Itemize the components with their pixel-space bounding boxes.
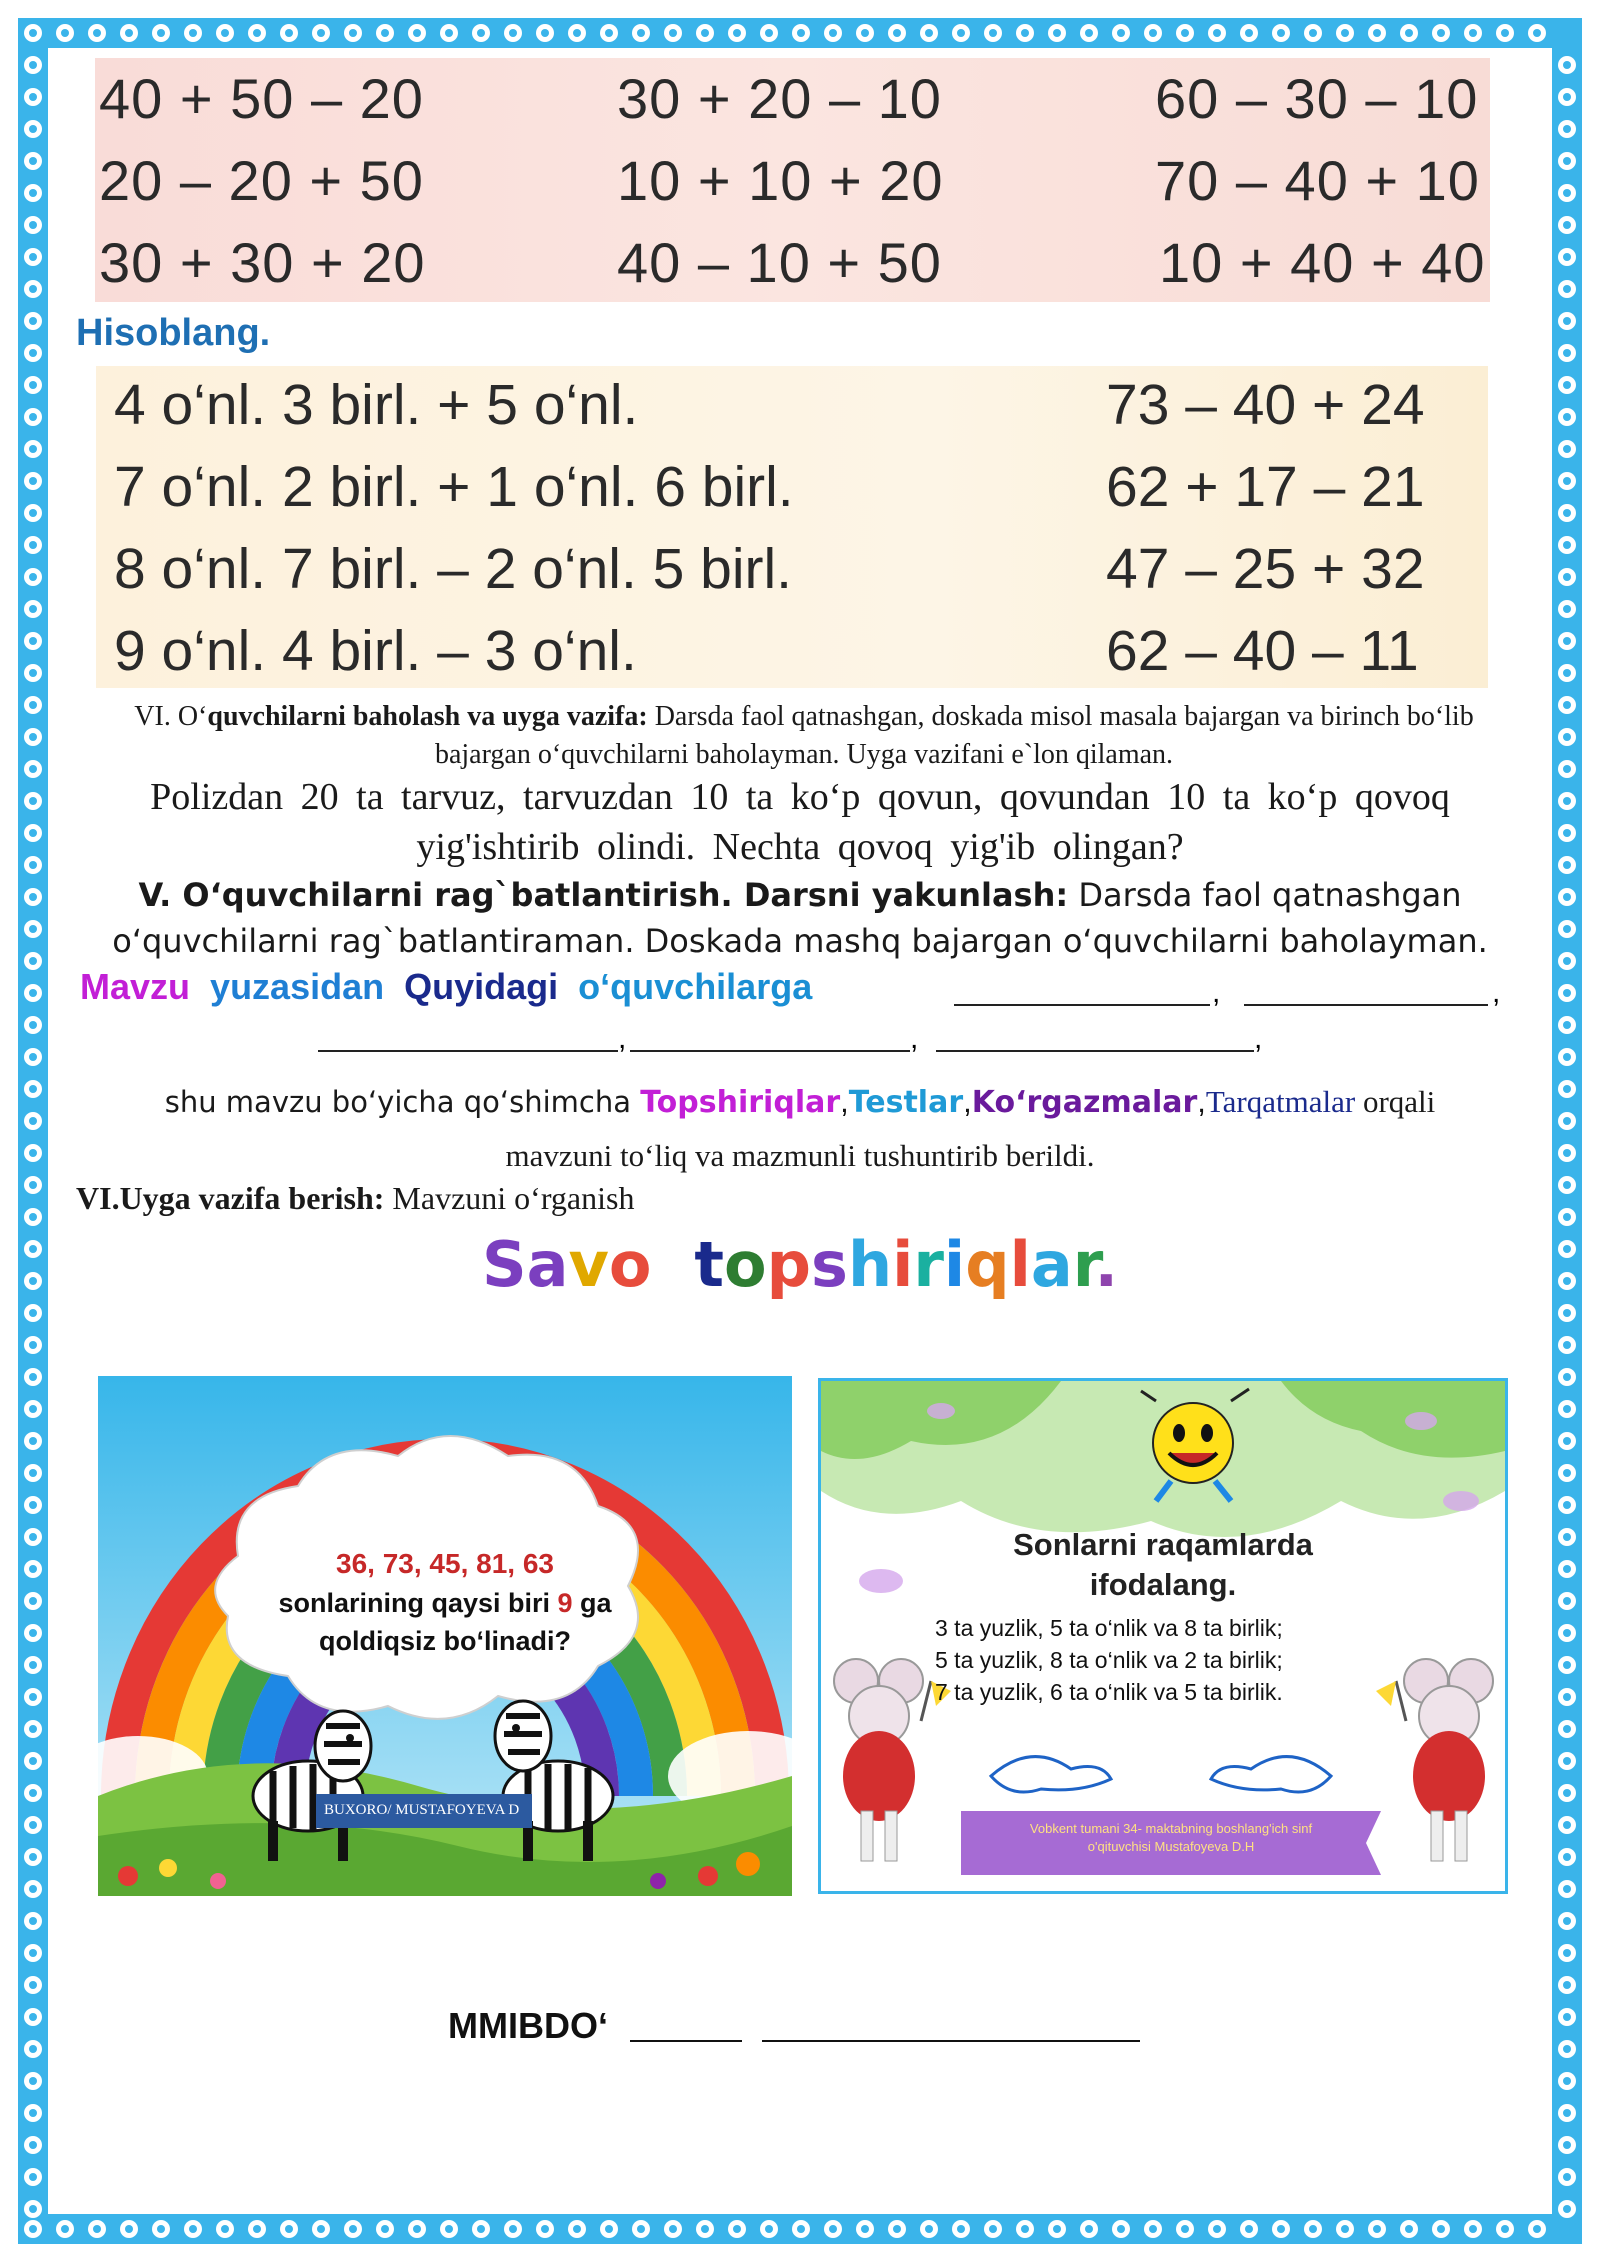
section-heading-hisoblang: Hisoblang. (76, 312, 271, 354)
separator: , (1197, 1084, 1206, 1119)
explanation-line: mavzuni to‘liq va mazmunli tushuntirib berildi. (505, 1138, 1095, 1173)
resources-text: orqali (1355, 1084, 1436, 1119)
topic-word: Mavzu (80, 966, 191, 1007)
title-letter: i (892, 1228, 914, 1301)
card-item: 7 ta yuzlik, 6 ta o‘nlik va 5 ta birlik. (935, 1679, 1283, 1705)
resources-line (80, 1084, 1520, 1120)
title-letter (673, 1228, 695, 1301)
word-problem: Polizdan 20 ta tarvuz, tarvuzdan 10 ta ko‘p qovun, qovundan 10 ta ko‘p qovoq yig'ishtirib olindi. Nechta qovoq yig'ib olingan? (150, 776, 1450, 868)
exercise-place-value: 8 o‘nl. 7 birl. – 2 o‘nl. 5 birl. (114, 537, 793, 601)
card-text: sonlarining qaysi biri (278, 1588, 558, 1618)
signature-blank[interactable] (630, 2040, 742, 2042)
title-letter: S (482, 1228, 527, 1301)
title-letter: r (1072, 1228, 1095, 1301)
topic-line (80, 966, 812, 1008)
signature-line (448, 2005, 608, 2047)
title-letter: h (847, 1228, 893, 1301)
fill-blank[interactable] (318, 1050, 618, 1052)
fill-blank[interactable] (936, 1050, 1254, 1052)
section-vi-assessment (104, 698, 1504, 774)
banner-text: o'qituvchisi Mustafoyeva D.H (1087, 1839, 1255, 1854)
fill-blank[interactable] (630, 1050, 910, 1052)
section-title: V. O‘quvchilarni rag`batlantirish. Darsni yakunlash: (138, 876, 1069, 914)
card-title: Sonlarni raqamlarda (1013, 1527, 1313, 1562)
card-title: ifodalang. (1089, 1567, 1237, 1602)
card-question-line: qoldiqsiz bo‘linadi? (319, 1626, 571, 1656)
question-card-mouse (818, 1378, 1508, 1894)
topic-word: Quyidagi (404, 966, 559, 1007)
exercise-panel-place-value (96, 366, 1488, 688)
title-letter: q (965, 1228, 1010, 1301)
title-letter: a (1030, 1228, 1073, 1301)
question-card-rainbow (98, 1376, 792, 1896)
blank-comma: , (1492, 976, 1501, 1009)
card-item: 3 ta yuzlik, 5 ta o‘nlik va 8 ta birlik; (935, 1615, 1283, 1641)
signature-blank[interactable] (762, 2040, 1140, 2042)
blank-comma: , (618, 1022, 627, 1055)
section-body: Darsda faol qatnashgan, doskada misol masala bajargan va birinch bo‘lib bajargan o‘quvchilarni baholayman. Uyga vazifani e`lon qilaman. (434, 701, 1474, 770)
section-prefix: VI. O‘ (134, 701, 208, 732)
blank-comma: , (1212, 976, 1221, 1009)
exercise-arithmetic: 62 – 40 – 11 (1106, 619, 1419, 683)
separator: , (840, 1084, 849, 1119)
exercise: 10 + 10 + 20 (617, 149, 944, 212)
title-letter: v (568, 1228, 609, 1301)
exercise: 10 + 40 + 40 (1159, 231, 1486, 294)
resource-topshiriqlar: Topshiriqlar (640, 1085, 841, 1120)
section-v-motivation (80, 872, 1520, 964)
title-letter: r (913, 1228, 944, 1301)
exercise-place-value: 4 o‘nl. 3 birl. + 5 o‘nl. (114, 373, 639, 437)
title-letter: p (766, 1228, 812, 1301)
resource-testlar: Testlar (848, 1085, 964, 1120)
title-letter: o (608, 1228, 652, 1301)
topic-word: yuzasidan (210, 966, 385, 1007)
exercise: 60 – 30 – 10 (1155, 67, 1479, 130)
exercise: 30 + 30 + 20 (99, 231, 426, 294)
topic-word: o‘quvchilarga (578, 966, 813, 1007)
exercise: 30 + 20 – 10 (617, 67, 942, 130)
exercise-panel-top (95, 58, 1490, 302)
homework-value: Mavzuni o‘rganish (384, 1180, 635, 1216)
exercise-arithmetic: 62 + 17 – 21 (1106, 455, 1425, 519)
card-question-line (98, 1588, 792, 1619)
section-body: Darsda faol qatnashgan o‘quvchilarni rag`batlantiraman. Doskada mashq bajargan o‘quvchilarni baholayman. (112, 876, 1488, 960)
card-numbers: 36, 73, 45, 81, 63 (336, 1548, 554, 1579)
card-divisor: 9 (557, 1588, 573, 1618)
questions-title (0, 1228, 1600, 1301)
exercise: 40 + 50 – 20 (99, 67, 424, 130)
separator: , (963, 1084, 972, 1119)
title-letter: . (1094, 1228, 1118, 1301)
card-item: 5 ta yuzlik, 8 ta o‘nlik va 2 ta birlik; (935, 1647, 1283, 1673)
resource-tarqatmalar: Tarqatmalar (1205, 1084, 1356, 1119)
exercise-place-value: 7 o‘nl. 2 birl. + 1 o‘nl. 6 birl. (114, 455, 794, 519)
blank-comma: , (910, 1022, 919, 1055)
section-vi-homework (76, 1180, 634, 1217)
title-letter: l (1009, 1228, 1031, 1301)
blank-comma: , (1254, 1022, 1263, 1055)
title-letter: i (943, 1228, 966, 1301)
resources-text: shu mavzu bo‘yicha qo‘shimcha (164, 1085, 641, 1119)
title-letter: a (526, 1228, 569, 1301)
fill-blank[interactable] (1244, 1004, 1488, 1006)
title-letter: t (694, 1228, 725, 1301)
section-title: VI.Uyga vazifa berish: (76, 1180, 385, 1216)
exercise: 40 – 10 + 50 (617, 231, 942, 294)
section-title: quvchilarni baholash va uyga vazifa: (207, 701, 648, 732)
banner-text: Vobkent tumani 34- maktabning boshlang'ich sinf (1029, 1821, 1313, 1836)
title-letter: s (811, 1228, 848, 1301)
exercise: 70 – 40 + 10 (1155, 149, 1480, 212)
card-text: ga (572, 1588, 612, 1618)
signature-label: MMIBDO‘ (448, 2005, 608, 2046)
exercise-arithmetic: 73 – 40 + 24 (1106, 373, 1425, 437)
author-sign: BUXORO/ MUSTAFOYEVA D (324, 1802, 520, 1818)
title-letter: o (724, 1228, 767, 1301)
exercise: 20 – 20 + 50 (99, 149, 424, 212)
exercise-arithmetic: 47 – 25 + 32 (1106, 537, 1425, 601)
title-letter: l (651, 1228, 673, 1301)
fill-blank[interactable] (954, 1004, 1210, 1006)
resource-korgazmalar: Ko‘rgazmalar (971, 1085, 1198, 1120)
exercise-place-value: 9 o‘nl. 4 birl. – 3 o‘nl. (114, 619, 637, 683)
